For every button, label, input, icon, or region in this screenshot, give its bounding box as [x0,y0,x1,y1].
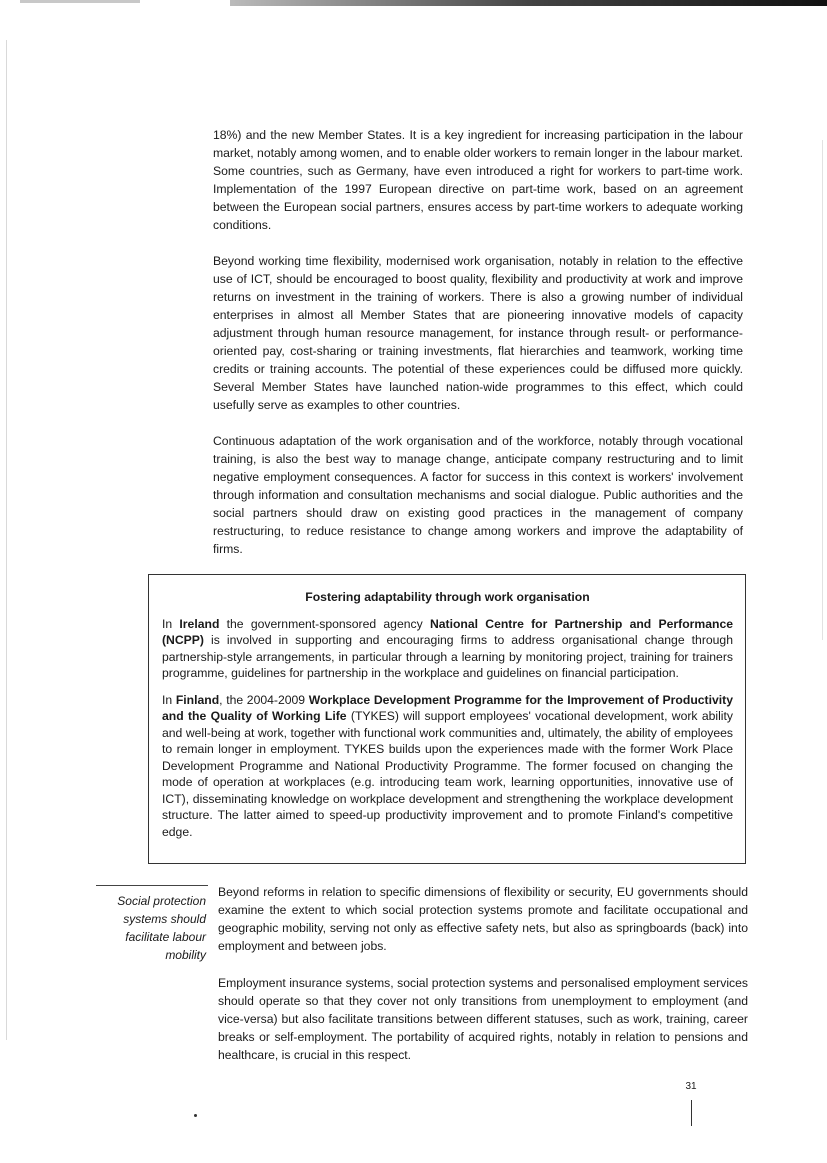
side-note: Social protection systems should facilitate labour mobility [117,894,206,962]
country-finland: Finland [175,692,220,707]
programme-name: Workplace Development Programme for the Improvement of Productivity and the Quality of Working Life [162,692,733,723]
page-edge-mark [691,1100,692,1126]
side-note-rule [96,885,208,886]
body-paragraph-1: 18%) and the new Member States. It is a key ingredient for increasing participation in the labour market, notably among women, and to enable older workers to remain longer in the labour market. Some countries, such as Germany, have even introduced a right for workers to part-time work. Implementation of the 1997 European directive on part-time work, based on an agreement between the European social partners, ensures access by part-time workers to adequate working conditions. [213,128,743,232]
body-paragraph-3: Continuous adaptation of the work organisation and of the workforce, notably through vocational training, is also the best way to manage change, anticipate company restructuring and to limit negative employment consequences. A factor for success in this context is workers' involvement through information and consultation mechanisms and social dialogue. Public authorities and the social partners should draw on existing good practices in the management of company restructuring, to reduce resistance to change among workers and improve the adaptability of firms. [213,434,743,556]
case-study-box [148,574,746,864]
scan-artifact-top-bar [230,0,827,6]
scan-artifact-top-left [20,0,140,3]
country-ireland: Ireland [179,616,220,631]
body-paragraph-2: Beyond working time flexibility, modernised work organisation, notably in relation to the effective use of ICT, should be encouraged to boost quality, flexibility and productivity at work and improve returns on investment in the training of workers. There is also a growing number of individual enterprises in almost all Member States that are pioneering innovative models of capacity adjustment through human resource management, for instance through result- or performance-oriented pay, cost-sharing or training investments, flat hierarchies and teamwork, working time credits or training accounts. The potential of these experiences could be diffused more quickly. Several Member States have launched nation-wide programmes to this effect, which could usefully serve as examples to other countries. [213,254,743,412]
scan-artifact-left-edge [6,40,7,1040]
box-paragraph-finland: In Finland, the 2004-2009 Workplace Development Programme for the Improvement of Productivity and the Quality of Working Life (TYKES) will support employees' vocational development, work ability and well-being at work, together with functional work communities and, ultimately, the ability of employees to remain longer in employment. TYKES builds upon the experiences made with the former Work Place Development Programme and National Productivity Programme. The former focused on changing the mode of operation at workplaces (e.g. introducing team work, learning opportunities, innovative use of ICT), disseminating knowledge on workplace development and strengthening the workplace development structure. The latter aimed to speed-up productivity improvement and to promote Finland's competitive edge. [162,692,733,839]
scan-speck [194,1114,197,1117]
agency-name: National Centre for Partnership and Performance (NCPP) [162,616,734,647]
body-paragraph-5: Employment insurance systems, social protection systems and personalised employment services should operate so that they cover not only transitions from unemployment to employment (and vice-versa) but also facilitate transitions between different statuses, such as work, training, career breaks or self-employment. The portability of acquired rights, notably in relation to pensions and healthcare, is crucial in this respect. [218,976,748,1062]
body-paragraph-4: Beyond reforms in relation to specific dimensions of flexibility or security, EU governments should examine the extent to which social protection systems promote and facilitate occupational and geographic mobility, serving not only as effective safety nets, but also as springboards (back) into employment and between jobs. [218,885,748,953]
box-paragraph-ireland: In Ireland the government-sponsored agency National Centre for Partnership and Performance (NCPP) is involved in supporting and encouraging firms to address organisational change through partnership-style arrangements, in particular through a learning by monitoring project, training for trainers programme, guidelines for partnership in the workplace and guidelines on financial participation. [162,616,734,680]
page-number: 31 [685,1081,697,1092]
scan-artifact-right-edge [822,140,823,640]
box-title: Fostering adaptability through work organisation [305,590,590,604]
